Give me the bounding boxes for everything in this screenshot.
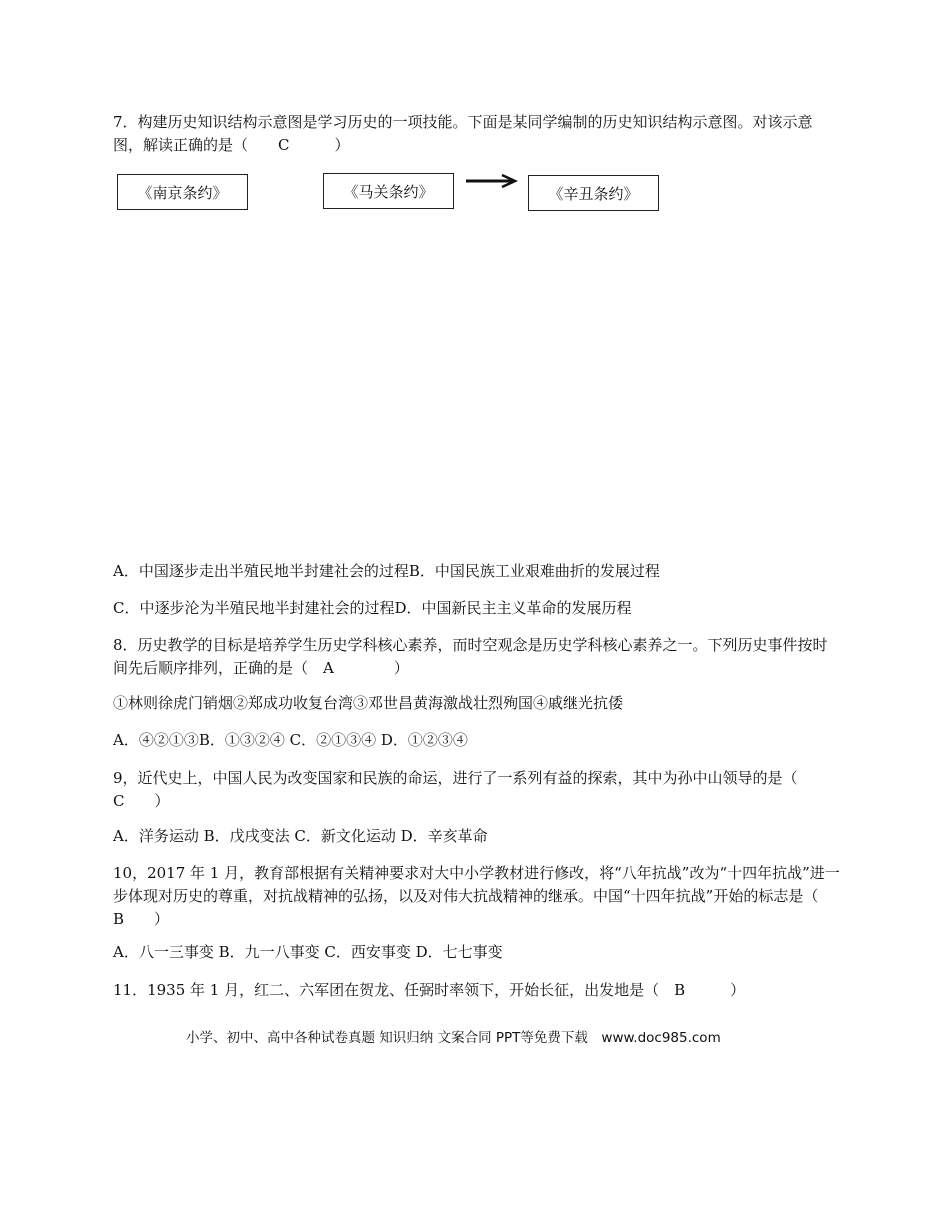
page-footer: 小学、初中、高中各种试卷真题 知识归纳 文案合同 PPT等免费下载 www.doc985.com [186, 1030, 721, 1046]
diagram-box-label: 《马关条约》 [343, 182, 434, 201]
q8-options: A．④②①③B．①③②④ C．②①③④ D．①②③④ [113, 731, 468, 749]
diagram-box-shimonoseki-treaty [323, 173, 454, 209]
arrow-right-icon [464, 173, 518, 189]
q7-stem: 7．构建历史知识结构示意图是学习历史的一项技能。下面是某同学编制的历史知识结构示意图。对该示意图，解读正确的是（ C ） [113, 113, 813, 154]
diagram-box-label: 《南京条约》 [137, 183, 228, 202]
diagram-box-boxer-protocol [528, 175, 659, 211]
diagram-box-label: 《辛丑条约》 [548, 184, 639, 203]
q10-options: A．八一三事变 B．九一八事变 C．西安事变 D．七七事变 [113, 943, 503, 961]
q7-options-line1: A．中国逐步走出半殖民地半封建社会的过程B．中国民族工业艰难曲折的发展过程 [113, 562, 660, 580]
q8-stem: 8．历史教学的目标是培养学生历史学科核心素养，而时空观念是历史学科核心素养之一。下列历史事件按时间先后顺序排列，正确的是（ A ） [113, 636, 828, 677]
q10-stem: 10，2017 年 1 月，教育部根据有关精神要求对大中小学教材进行修改，将“八年抗战”改为“十四年抗战”进一步体现对历史的尊重，对抗战精神的弘扬，以及对伟大抗战精神的继承。中国“十四年抗战”开始的标志是（ B ） [113, 864, 849, 928]
diagram-box-nanjing-treaty [117, 174, 248, 210]
q11-stem: 11．1935 年 1 月，红二、六军团在贺龙、任弼时率领下，开始长征，出发地是（ B ） [113, 981, 746, 999]
q7-options-line2: C．中逐步沦为半殖民地半封建社会的过程D．中国新民主主义革命的发展历程 [113, 599, 632, 617]
q8-items: ①林则徐虎门销烟②郑成功收复台湾③邓世昌黄海激战壮烈殉国④戚继光抗倭 [113, 694, 624, 712]
q9-stem: 9，近代史上，中国人民为改变国家和民族的命运，进行了一系列有益的探索，其中为孙中山领导的是（ C ） [113, 769, 843, 810]
q9-options: A．洋务运动 B．戊戌变法 C．新文化运动 D．辛亥革命 [113, 827, 488, 845]
